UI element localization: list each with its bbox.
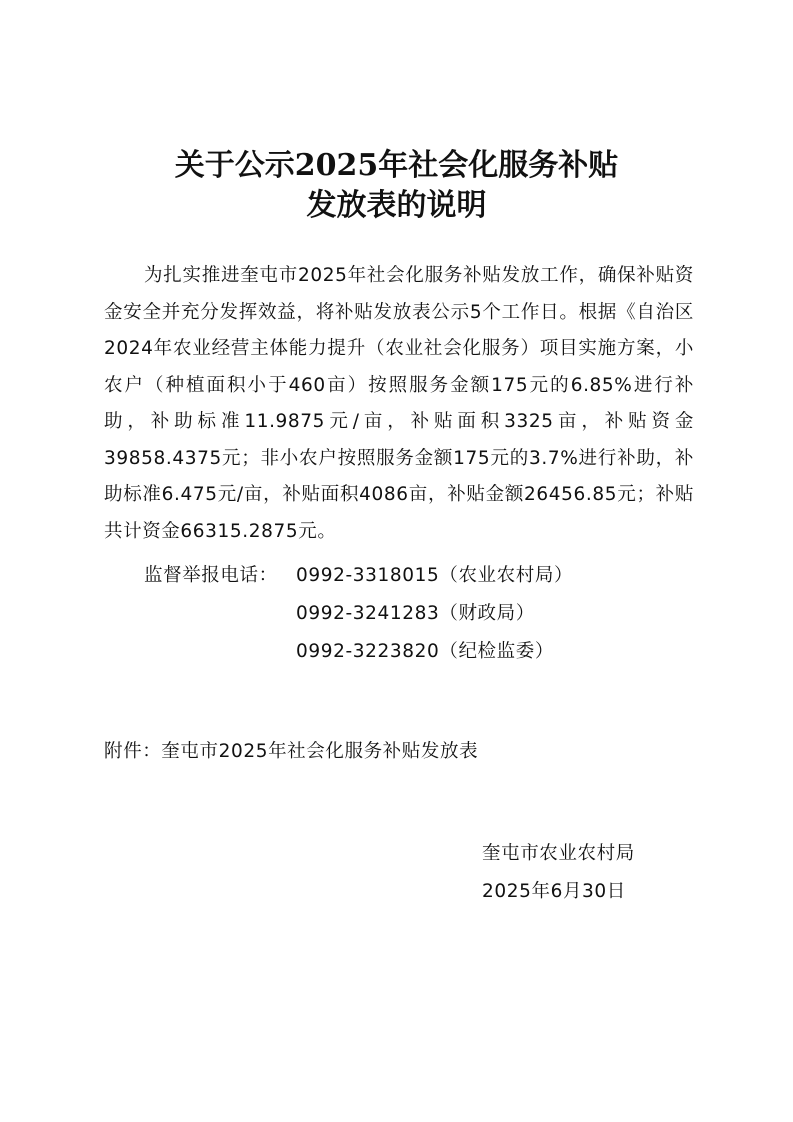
body-paragraph: 为扎实推进奎屯市2025年社会化服务补贴发放工作，确保补贴资金安全并充分发挥效益，将补贴发放表公示5个工作日。根据《自治区2024年农业经营主体能力提升（农业社会化服务）项目实施方案，小农户（种植面积小于460亩）按照服务金额175元的6.85%进行补助，补助标准11.9875元/亩，补贴面积3325亩，补贴资金39858.4375元；非小农户按照服务金额175元的3.7%进行补助，补助标准6.475元/亩，补贴面积4086亩，补贴金额26456.85元；补贴共计资金66315.2875元。 bbox=[104, 265, 694, 542]
document-title-line-1: 关于公示2025年社会化服务补贴 bbox=[174, 148, 619, 183]
document-title-line-2: 发放表的说明 bbox=[306, 188, 487, 223]
hotline-finance: 0992-3241283（财政局） bbox=[296, 603, 535, 624]
hotline-discipline: 0992-3223820（纪检监委） bbox=[296, 641, 554, 662]
hotline-agriculture: 0992-3318015（农业农村局） bbox=[296, 565, 574, 586]
attachment-line: 附件：奎屯市2025年社会化服务补贴发放表 bbox=[104, 741, 479, 762]
signature-date: 2025年6月30日 bbox=[482, 881, 626, 902]
signature-organization: 奎屯市农业农村局 bbox=[482, 843, 635, 864]
hotline-label: 监督举报电话： bbox=[144, 565, 278, 586]
